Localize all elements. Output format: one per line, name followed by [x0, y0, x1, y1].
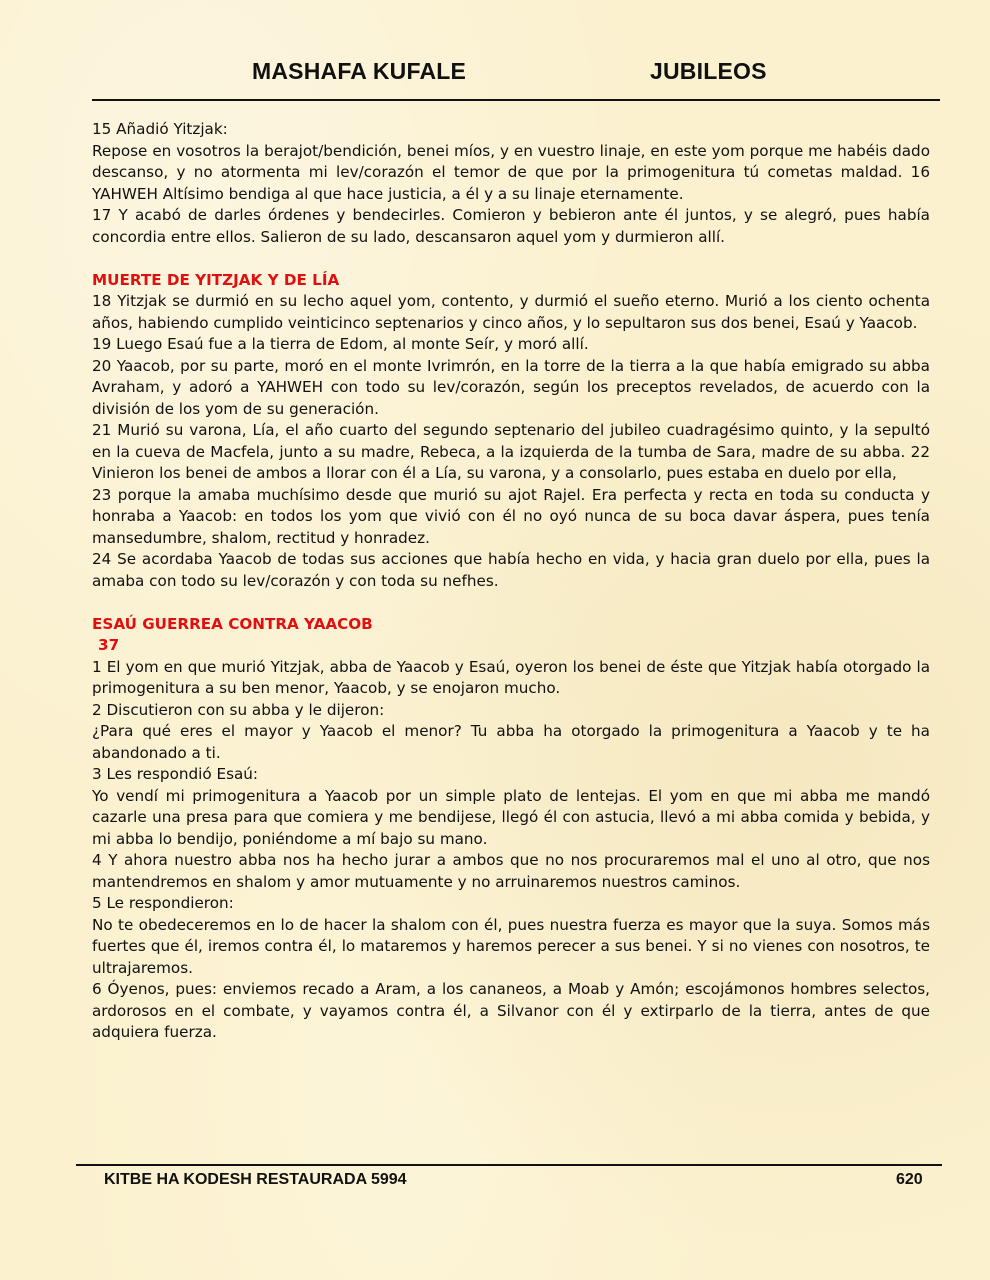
page-number: 620 [896, 1171, 923, 1188]
paragraph-ch37-2: 2 Discutieron con su abba y le dijeron: [92, 700, 385, 719]
paragraph-ch37-6: 6 Óyenos, pues: enviemos recado a Aram, a los cananeos, a Moab y Amón; escojámonos hombres selectos, ardorosos en el combate, y vayamos contra él, a Silvanor con él y extirparlo de la tierra, antes de que adquiera fuerza. [92, 980, 930, 1041]
header-section-title: JUBILEOS [650, 58, 767, 84]
section-heading-death: MUERTE DE YITZJAK Y DE LÍA [92, 270, 340, 289]
header-book-title: MASHAFA KUFALE [252, 58, 467, 84]
spacer [92, 248, 930, 270]
paragraph-18: 18 Yitzjak se durmió en su lecho aquel yom, contento, y durmió el sueño eterno. Murió a los ciento ochenta años, habiendo cumplido veinticinco septenarios y cinco años, y lo sepultaron sus dos benei, Esaú y Yaacob. [92, 292, 930, 332]
paragraph-blessing: Repose en vosotros la berajot/bendición, benei míos, y en vuestro linaje, en este yom porque me habéis dado descanso, y no atormenta mi lev/corazón el temor de que por la primogenitura tú cometas maldad. 16 YAHWEH Altísimo bendiga al que hace justicia, a él y a su linaje eternamente. [92, 141, 930, 203]
page-header [0, 58, 990, 92]
paragraph-17: 17 Y acabó de darles órdenes y bendecirles. Comieron y bebieron ante él juntos, y se alegró, pues había concordia entre ellos. Salieron de su lado, descansaron aquel yom y durmieron allí. [92, 206, 930, 246]
paragraph-24: 24 Se acordaba Yaacob de todas sus acciones que había hecho en vida, y hacia gran duelo por ella, pues la amaba con todo su lev/corazón y con toda su nefhes. [92, 550, 930, 590]
section-heading-war: ESAÚ GUERREA CONTRA YAACOB [92, 614, 373, 633]
paragraph-15: 15 Añadió Yitzjak: [92, 120, 228, 138]
footer-rule [76, 1164, 942, 1166]
paragraph-ch37-4: 4 Y ahora nuestro abba nos ha hecho jurar a ambos que no nos procuraremos mal el uno al otro, que nos mantendremos en shalom y amor mutuamente y no arruinaremos nuestros caminos. [92, 851, 930, 891]
paragraph-question: ¿Para qué eres el mayor y Yaacob el menor? Tu abba ha otorgado la primogenitura a Yaacob y te ha abandonado a ti. [92, 722, 930, 762]
spacer [92, 592, 930, 614]
page-body [92, 119, 930, 1044]
paragraph-ch37-5: 5 Le respondieron: [92, 894, 234, 912]
paragraph-20: 20 Yaacob, por su parte, moró en el monte Ivrimrón, en la torre de la tierra a la que había emigrado su abba Avraham, y adoró a YAHWEH con todo su lev/corazón, según los preceptos revelados, de acuerdo con la división de los yom de su generación. [92, 356, 930, 418]
header-rule [92, 99, 940, 101]
page-footer [0, 1171, 990, 1195]
paragraph-esau-reply: Yo vendí mi primogenitura a Yaacob por un simple plato de lentejas. El yom en que mi abba me mandó cazarle una presa para que comiera y me bendijese, llegó él con astucia, llevó a mi abba comida y bebida, y mi abba lo bendijo, poniéndome a mí bajo su mano. [92, 786, 930, 848]
paragraph-23: 23 porque la amaba muchísimo desde que murió su ajot Rajel. Era perfecta y recta en toda su conducta y honraba a Yaacob: en todos los yom que vivió con él no oyó nunca de su boca davar áspera, pues tenía mansedumbre, shalom, rectitud y honradez. [92, 485, 930, 547]
paragraph-ch37-3: 3 Les respondió Esaú: [92, 765, 259, 783]
paragraph-sons-reply: No te obedeceremos en lo de hacer la shalom con él, pues nuestra fuerza es mayor que la suya. Somos más fuertes que él, iremos contra él, lo mataremos y haremos perecer a sus benei. Y si no vienes con nosotros, te ultrajaremos. [92, 915, 930, 977]
footer-book-name: KITBE HA KODESH RESTAURADA 5994 [104, 1171, 407, 1188]
paragraph-21: 21 Murió su varona, Lía, el año cuarto del segundo septenario del jubileo cuadragésimo quinto, y la sepultó en la cueva de Macfela, junto a su madre, Rebeca, a la izquierda de la tumba de Sara, madre de su abba. 22 Vinieron los benei de ambos a llorar con él a Lía, su varona, y a consolarlo, pues estaba en duelo por ella, [92, 421, 930, 482]
paragraph-19: 19 Luego Esaú fue a la tierra de Edom, al monte Seír, y moró allí. [92, 335, 589, 353]
chapter-number: 37 [98, 636, 120, 654]
paragraph-ch37-1: 1 El yom en que murió Yitzjak, abba de Yaacob y Esaú, oyeron los benei de éste que Yitzjak había otorgado la primogenitura a su ben menor, Yaacob, y se enojaron mucho. [92, 657, 930, 697]
